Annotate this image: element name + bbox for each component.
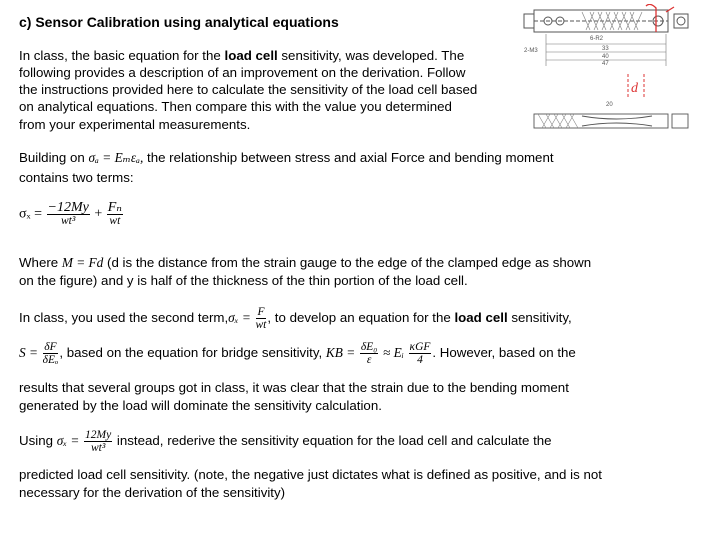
stress-equation: σₓ = $\frac{-12My}{\text{wt³}}$ + $\frac{\text{Fₙ}}{wt}$ <box>19 200 122 227</box>
intro-line-3: the instructions provided here to calculate the sensitivity of the load cell based <box>19 82 478 97</box>
where-line-1: Where M = Fd (d is the distance from the strain gauge to the edge of the clamped edge as shown <box>19 255 592 270</box>
sensitivity-line: S = $\frac{\delta F}{\text{δEₒ}}$ , based on the equation for bridge sensitivity, KB = $\frac{\text{δE₀}}{\varepsilon}$ ≈ Eᵢ $\frac{\text{κGF}}{4}$ . However, based on the <box>19 341 576 366</box>
results-line-2: generated by the load will dominate the sensitivity calculation. <box>19 398 382 413</box>
intro-line-1: In class, the basic equation for the load cell sensitivity, was developed. The <box>19 48 465 63</box>
results-line-1: results that several groups got in class, it was clear that the strain due to the bending moment <box>19 380 569 395</box>
building-line-2: contains two terms: <box>19 170 134 185</box>
section-heading: c) Sensor Calibration using analytical equations <box>19 14 339 30</box>
intro-line-2: following provides a description of an improvement on the derivation. Follow <box>19 65 466 80</box>
final-line-2: necessary for the derivation of the sensitivity) <box>19 485 286 500</box>
bridge-sensitivity-fraction: $\frac{\text{δE₀}}{\varepsilon}$ <box>360 341 378 366</box>
bending-stress-fraction: $\frac{12My}{\text{wt³}}$ <box>85 429 112 454</box>
axial-term: $\frac{\text{Fₙ}}{wt}$ <box>107 200 122 227</box>
d-label: d <box>631 81 638 96</box>
dim-label: 40 <box>602 54 609 60</box>
using-line: Using σₓ = $\frac{12My}{\text{wt³}}$ instead, rederive the sensitivity equation for the load cell and calculate the <box>19 429 552 454</box>
stress-strain-equation: σₐ = Eₘεₐ, <box>88 150 144 165</box>
dim-label: 2-M3 <box>524 48 538 54</box>
inclass-line: In class, you used the second term,σₓ = $\frac{F}{wt}$ , to develop an equation for the load cell sensitivity, <box>19 306 572 331</box>
dim-label: 20 <box>606 102 613 108</box>
bending-term: $\frac{-12My}{\text{wt³}}$ <box>47 200 89 227</box>
load-cell-figure <box>516 4 696 132</box>
intro-line-4: on analytical equations. Then compare this with the value you determined <box>19 99 452 114</box>
clamp-block <box>524 14 534 28</box>
building-line-1: Building on σₐ = Eₘεₐ, the relationship between stress and axial Force and bending moment <box>19 150 554 165</box>
dim-label: 47 <box>602 61 609 67</box>
intro-line-5: from your experimental measurements. <box>19 117 251 132</box>
final-line-1: predicted load cell sensitivity. (note, the negative just dictates what is defined as positive, and is not <box>19 467 602 482</box>
where-line-2: on the figure) and y is half of the thickness of the thin portion of the load cell. <box>19 273 468 288</box>
dim-label: 33 <box>602 46 609 52</box>
sensitivity-fraction: $\frac{\delta F}{\text{δEₒ}}$ <box>42 341 59 366</box>
dim-label: 6-R2 <box>590 36 604 42</box>
